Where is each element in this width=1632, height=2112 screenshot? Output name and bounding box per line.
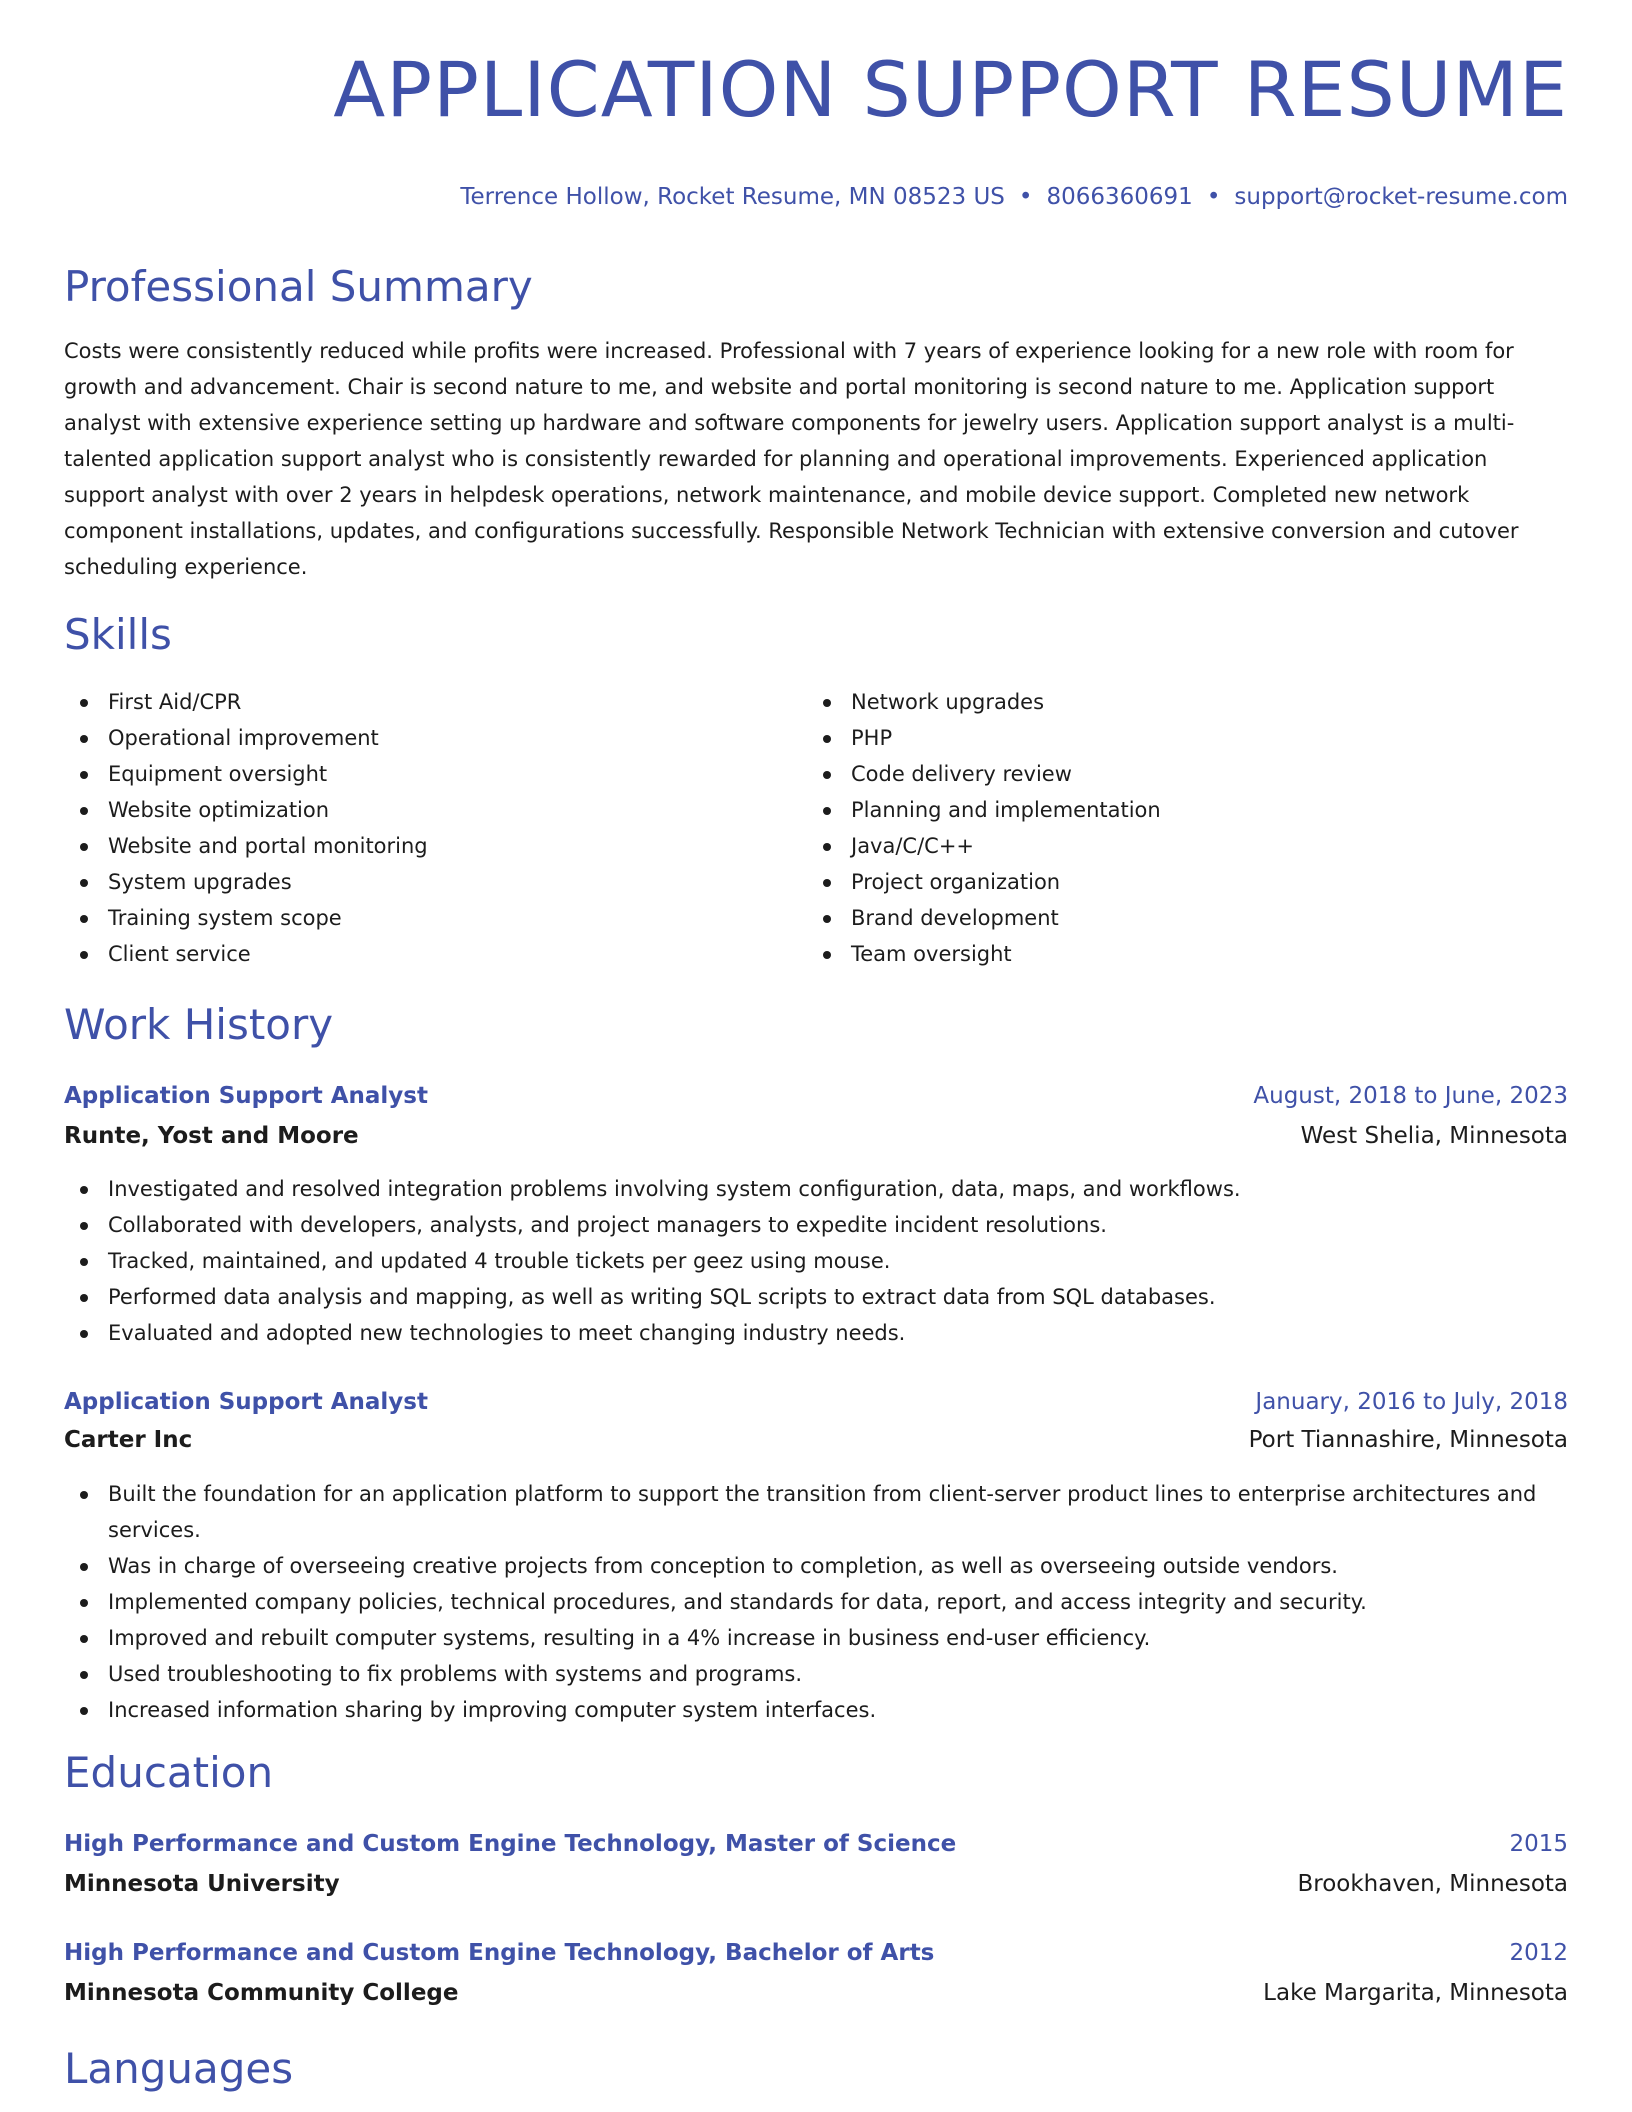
- skill-item: Training system scope: [64, 900, 428, 936]
- skill-item: Team oversight: [807, 936, 1161, 972]
- job-bullet: Evaluated and adopted new technologies to meet changing industry needs.: [64, 1315, 1568, 1351]
- job-location: West Shelia, Minnesota: [1300, 1123, 1568, 1149]
- job-header: [64, 1384, 1568, 1420]
- education-header: [64, 1935, 1568, 1971]
- skill-item: Java/C/C++: [807, 828, 1161, 864]
- summary-text: Costs were consistently reduced while profits were increased. Professional with 7 years of experience looking for a new role with room for growth and advancement. Chair is second nature to me, and website and portal monitoring is second nature to me. Application support analyst with extensive experience setting up hardware and software components for jewelry users. Application support analyst is a multi-talented application support analyst who is consistently rewarded for planning and operational improvements. Experienced application support analyst with over 2 years in helpdesk operations, network maintenance, and mobile device support. Completed new network component installations, updates, and configurations successfully. Responsible Network Technician with extensive conversion and cutover scheduling experience.: [64, 339, 1519, 579]
- skill-item: Operational improvement: [64, 720, 428, 756]
- job-bullet: Performed data analysis and mapping, as well as writing SQL scripts to extract data from SQL databases.: [64, 1279, 1568, 1315]
- job-org-row: [64, 1422, 1568, 1458]
- job-bullets: [64, 1171, 1568, 1351]
- education-org-row: [64, 1975, 1568, 2011]
- skill-item: Network upgrades: [807, 684, 1161, 720]
- job-bullet: Investigated and resolved integration problems involving system configuration, data, maps, and workflows.: [64, 1171, 1568, 1207]
- skills-heading: Skills: [64, 610, 172, 659]
- languages-heading: Languages: [64, 2044, 294, 2093]
- work-heading: Work History: [64, 1000, 334, 1049]
- job-org-row: [64, 1118, 1568, 1154]
- skill-item: Code delivery review: [807, 756, 1161, 792]
- skill-item: Equipment oversight: [64, 756, 428, 792]
- education-school: Minnesota Community College: [64, 1980, 459, 2006]
- skill-item: Website and portal monitoring: [64, 828, 428, 864]
- job-title: Application Support Analyst: [64, 1389, 428, 1415]
- job-title: Application Support Analyst: [64, 1083, 428, 1109]
- education-year: 2012: [1509, 1940, 1568, 1966]
- education-heading: Education: [64, 1748, 274, 1797]
- job-bullet: Was in charge of overseeing creative projects from conception to completion, as well as overseeing outside vendors.: [64, 1548, 1568, 1584]
- contact-line: [460, 180, 1568, 214]
- job-bullet: Implemented company policies, technical procedures, and standards for data, report, and access integrity and security.: [64, 1584, 1568, 1620]
- skill-item: PHP: [807, 720, 1161, 756]
- job-bullet: Built the foundation for an application platform to support the transition from client-server product lines to enterprise architectures and services.: [64, 1476, 1568, 1548]
- job-bullets: [64, 1476, 1568, 1728]
- education-degree: High Performance and Custom Engine Technology, Master of Science: [64, 1831, 957, 1857]
- job-company: Runte, Yost and Moore: [64, 1123, 359, 1149]
- separator-dot: •: [1206, 184, 1221, 210]
- skill-item: Brand development: [807, 900, 1161, 936]
- education-org-row: [64, 1866, 1568, 1902]
- skill-item: Planning and implementation: [807, 792, 1161, 828]
- education-degree: High Performance and Custom Engine Technology, Bachelor of Arts: [64, 1940, 935, 1966]
- summary-heading: Professional Summary: [64, 262, 533, 311]
- job-bullet: Used troubleshooting to fix problems with systems and programs.: [64, 1656, 1568, 1692]
- education-header: [64, 1826, 1568, 1862]
- education-location: Lake Margarita, Minnesota: [1263, 1980, 1568, 2006]
- job-dates: January, 2016 to July, 2018: [1255, 1389, 1568, 1415]
- contact-phone: 8066360691: [1046, 184, 1193, 210]
- job-location: Port Tiannashire, Minnesota: [1248, 1427, 1568, 1453]
- resume-title: APPLICATION SUPPORT RESUME: [333, 45, 1568, 134]
- job-bullet: Tracked, maintained, and updated 4 trouble tickets per geez using mouse.: [64, 1243, 1568, 1279]
- skill-item: Project organization: [807, 864, 1161, 900]
- contact-email: support@rocket-resume.com: [1234, 184, 1568, 210]
- skill-item: System upgrades: [64, 864, 428, 900]
- contact-address: Terrence Hollow, Rocket Resume, MN 08523 US: [460, 184, 1005, 210]
- education-school: Minnesota University: [64, 1871, 340, 1897]
- education-location: Brookhaven, Minnesota: [1297, 1871, 1568, 1897]
- job-bullet: Collaborated with developers, analysts, and project managers to expedite incident resolutions.: [64, 1207, 1568, 1243]
- job-dates: August, 2018 to June, 2023: [1253, 1083, 1568, 1109]
- skills-list-left: [64, 684, 428, 972]
- skills-list-right: [807, 684, 1161, 972]
- skill-item: Client service: [64, 936, 428, 972]
- job-bullet: Improved and rebuilt computer systems, resulting in a 4% increase in business end-user efficiency.: [64, 1620, 1568, 1656]
- job-bullet: Increased information sharing by improving computer system interfaces.: [64, 1692, 1568, 1728]
- skill-item: Website optimization: [64, 792, 428, 828]
- job-company: Carter Inc: [64, 1427, 193, 1453]
- separator-dot: •: [1018, 184, 1033, 210]
- skill-item: First Aid/CPR: [64, 684, 428, 720]
- job-header: [64, 1078, 1568, 1114]
- education-year: 2015: [1509, 1831, 1568, 1857]
